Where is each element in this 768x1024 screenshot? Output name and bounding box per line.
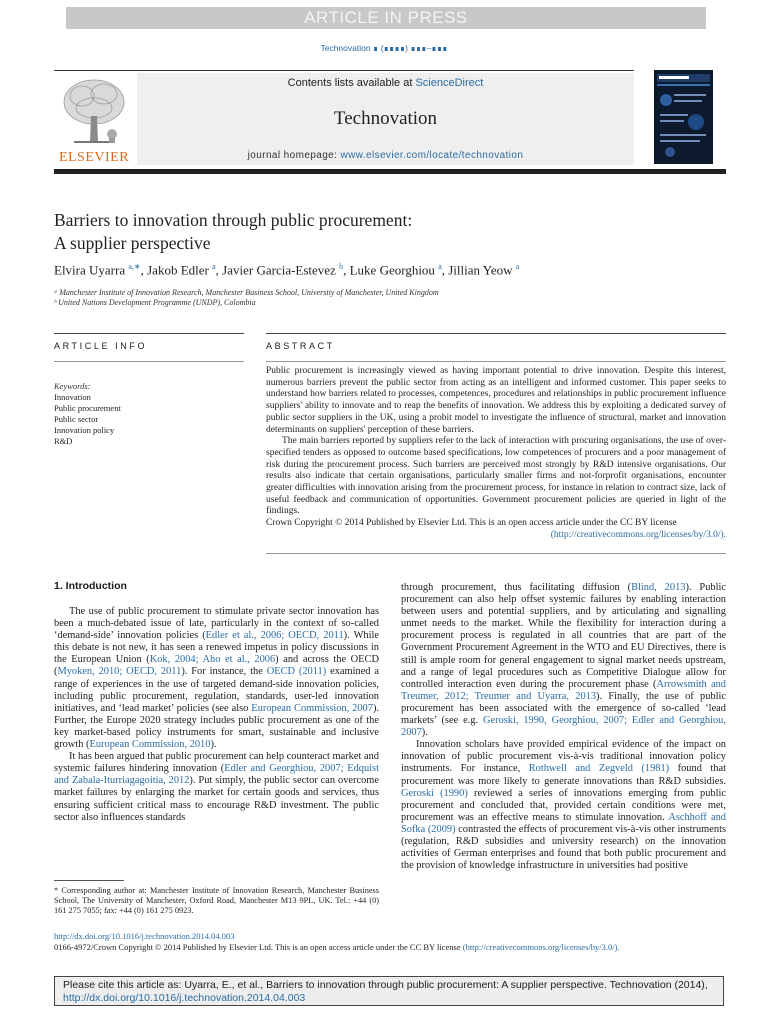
citation-link[interactable]: European Commission, 2007 xyxy=(251,702,373,714)
author-affiliation-mark[interactable]: a xyxy=(515,262,520,271)
citation-link[interactable]: Geroski, 1990, Georghiou, 2007; Edler and Georghiou, 2007 xyxy=(401,715,726,739)
corresponding-author-footnote: * Corresponding author at: Manchester Institute of Innovation Research, Manchester Business School, The University of Manchester, Oxford Road, Manchester M13 9PL, UK. Tel.: +44 (0) 161 275 7055; fax: +44 (0) 161 275 0923. xyxy=(54,886,379,916)
citation-link[interactable]: Kok, 2004; Aho et al., 2006 xyxy=(149,654,276,666)
body-paragraph: through procurement, thus facilitating diffusion (Blind, 2013). Public procurement can also help offset systemic failures by enabling interaction between users and potential suppliers, and by articulating and signalling unmet needs to the market. While the flexibility for interaction during a procurement process is regulated in all countries that are part of the Government Procurement Agreement in the WTO and EU Directives, there is still is ample room for general engagement to signal market needs upstream, and a range of legal procedures such as Competitive Dialogue allow for controlled interaction even during the procurement phase (Arrowsmith and Treumer, 2012; Treumer and Uyarra, 2013). Finally, the use of public procurement has been associated with the emergence of so-called ‘lead markets’ (see e.g. Geroski, 1990, Georghiou, 2007; Edler and Georghiou, 2007). xyxy=(401,582,726,739)
citation-link[interactable]: OECD (2011) xyxy=(266,666,327,678)
citation-link[interactable]: European Commission, 2010 xyxy=(89,739,211,751)
author-name[interactable]: Javier Garcia-Estevez xyxy=(222,262,336,278)
author-name[interactable]: Elvira Uyarra xyxy=(54,262,126,278)
abstract-paragraph-2: The main barriers reported by suppliers refer to the lack of interaction with procuring organisations, the use of over-specified tenders as opposed to outcome based specifications, low competences of procurers and a poor management of risk during the procurement process. Such barriers are perceived most strongly by R&D intensive organisations. Our results also indicate that certain organisations, particularly smaller firms and not-forprofit organisations, encounter greater difficulties with innovation arising from the procurement process, for instance in relation to contract size, lack of useful feedback and communication of opportunities. Government procurement policies are queried in light of the findings. xyxy=(266,436,726,517)
affiliation-a: ᵃ Manchester Institute of Innovation Research, Manchester Business School, University of Manchester, United Kingdom xyxy=(54,288,439,297)
abstract-rule-bottom xyxy=(266,553,726,554)
affiliation-b: ᵇ United Nations Development Programme (UNDP), Colombia xyxy=(54,298,256,307)
citation-link[interactable]: Myoken, 2010; OECD, 2011 xyxy=(57,666,182,678)
journal-homepage-line: journal homepage: www.elsevier.com/locate/technovation xyxy=(247,150,524,161)
article-info-rule-2 xyxy=(54,361,244,362)
cc-license-link-footer[interactable]: (http://creativecommons.org/licenses/by/3.0/). xyxy=(462,942,620,952)
cc-license-link[interactable]: (http://creativecommons.org/licenses/by/3.0/). xyxy=(550,529,726,540)
abstract-heading: ABSTRACT xyxy=(266,341,335,351)
citation-box xyxy=(54,976,724,1006)
article-title xyxy=(54,209,654,255)
author-affiliation-mark[interactable]: b xyxy=(339,262,344,271)
body-paragraph: It has been argued that public procurement can help counteract market and systemic failures hindering innovation (Edler and Georghiou, 2007; Edquist and Zabala-Iturriagagoitia, 2012). Put simply, the public sector can overcome market failures by enlarging the market for certain goods and services, thus ensuring sufficient critical mass to encourage R&D investment. The public sector also influences standards xyxy=(54,751,379,823)
citation-link[interactable]: Blind, 2013 xyxy=(631,582,686,593)
journal-title: Technovation xyxy=(333,108,438,129)
author-name[interactable]: Luke Georghiou xyxy=(349,262,435,278)
author-affiliation-mark[interactable]: a xyxy=(438,262,442,271)
title-line-2: A supplier perspective xyxy=(54,233,211,253)
article-info-rule xyxy=(54,333,244,334)
footnote-rule xyxy=(54,880,124,881)
author-affiliation-mark[interactable]: a xyxy=(212,262,216,271)
contents-line: Contents lists available at ScienceDirect xyxy=(287,77,484,89)
body-paragraph: Innovation scholars have provided empirical evidence of the impact on innovation of public procurement vis-à-vis traditional innovation policy instruments. For instance, Rothwell and Zegveld (1981) found that procurement was more likely to generate innovations than R&D subsidies. Geroski (1990) reviewed a series of innovations emerging from public procurement and concluded that, provided certain conditions were met, procurement was an effective means to stimulate innovation. Aschhoff and Sofka (2009) contrasted the effects of procurement vis-à-vis other instruments (regulation, R&D subsidies and university research) on the innovation activities of German enterprises and found that both public procurement and the provision of knowledge infrastructure in universities had positive xyxy=(401,739,727,872)
body-column-right xyxy=(401,582,726,872)
citation-link[interactable]: Rothwell and Zegveld (1981) xyxy=(528,763,670,775)
author-list: Elvira Uyarra $^{a,∗}$, Jakob Edler $^a$, Javier Garcia-Estevez $^b$, Luke Georghiou $^a$, Jillian Yeow $^a$ xyxy=(54,262,520,278)
abstract-rule-2 xyxy=(266,361,726,362)
citation-link[interactable]: Geroski (1990) xyxy=(401,787,468,799)
article-info-heading: ARTICLE INFO xyxy=(54,341,148,351)
citation-link[interactable]: Arrowsmith and Treumer, 2012; Treumer and Uyarra, 2013 xyxy=(401,678,726,702)
keyword-item: Public sector xyxy=(54,414,99,424)
article-in-press-banner: ARTICLE IN PRESS xyxy=(66,7,706,29)
citation-doi-link[interactable]: http://dx.doi.org/10.1016/j.technovation.2014.04.003 xyxy=(63,992,306,1004)
title-line-1: Barriers to innovation through public procurement: xyxy=(54,210,413,230)
citation-link[interactable]: Edler and Georghiou, 2007; Edquist and Zabala-Iturriagagoitia, 2012 xyxy=(54,763,379,787)
elsevier-wordmark: ELSEVIER xyxy=(58,150,130,165)
citation-link[interactable]: Edler et al., 2006; OECD, 2011 xyxy=(205,630,344,642)
abstract-copyright: Crown Copyright © 2014 Published by Elsevier Ltd. This is an open access article under the CC BY license (http://creativecommons.org/licenses/by/3.0/). xyxy=(266,518,726,540)
journal-homepage-link[interactable]: www.elsevier.com/locate/technovation xyxy=(340,150,524,161)
journal-reference[interactable]: Technovation ∎ (∎∎∎∎) ∎∎∎–∎∎∎ xyxy=(320,43,448,53)
citation-text: Please cite this article as: Uyarra, E., et al., Barriers to innovation through public procurement: A supplier perspective. Technovation (2014), xyxy=(63,979,708,991)
author-affiliation-mark[interactable]: a,∗ xyxy=(128,262,141,271)
journal-cover-image xyxy=(654,70,713,164)
body-column-left xyxy=(54,606,379,824)
keyword-item: R&D xyxy=(54,436,73,446)
abstract-body xyxy=(266,366,726,542)
keyword-item: Innovation policy xyxy=(54,425,115,435)
issn-copyright-line: 0166-4972/Crown Copyright © 2014 Published by Elsevier Ltd. This is an open access article under the CC BY license (http://creativecommons.org/licenses/by/3.0/). xyxy=(54,942,620,952)
sciencedirect-link[interactable]: ScienceDirect xyxy=(415,77,484,89)
abstract-paragraph-1: Public procurement is increasingly viewed as having important potential to drive innovation. Despite this interest, numerous barriers prevent the public sector from acting as an intelligent and informed customer. This paper seeks to understand how barriers related to processes, competences, procedures and relationships in public procurement influence suppliers' ability to innovate and to reap the benefits of innovation. We address this by exploiting a dedicated survey of public sector suppliers in the UK, using a probit model to investigate the influence of structural, market and innovation determinants on suppliers' perception of these barriers. xyxy=(266,366,726,435)
header-rule-bottom xyxy=(54,169,726,174)
body-paragraph: The use of public procurement to stimulate private sector innovation has been a much-debated issue of late, particularly in the context of so-called ‘demand-side’ innovation policies (Edler et al., 2006; OECD, 2011). While this debate is not new, it has seen a renewed impetus in policy discussions in the European Union (Kok, 2004; Aho et al., 2006) and across the OECD (Myoken, 2010; OECD, 2011). For instance, the OECD (2011) examined a range of experiences in the use of targeted demand-side innovation policies, including public procurement, regulation, standards, user-led innovation initiatives, and ‘lead market’ policies (see also European Commission, 2007). Further, the Europe 2020 strategy includes public procurement as one of the key market-based policy instruments for smart, sustainable and inclusive growth (European Commission, 2010). xyxy=(54,606,380,751)
header-rule-top xyxy=(54,70,634,71)
author-name[interactable]: Jillian Yeow xyxy=(448,262,513,278)
keywords-heading: Keywords: xyxy=(54,381,91,391)
doi-link[interactable]: http://dx.doi.org/10.1016/j.technovation.2014.04.003 xyxy=(54,931,235,941)
section-heading-introduction: 1. Introduction xyxy=(54,580,127,592)
author-name[interactable]: Jakob Edler xyxy=(147,262,209,278)
citation-link[interactable]: Aschhoff and Sofka (2009) xyxy=(401,811,726,835)
keyword-item: Public procurement xyxy=(54,403,121,413)
abstract-rule-top xyxy=(266,333,726,334)
keyword-item: Innovation xyxy=(54,392,91,402)
